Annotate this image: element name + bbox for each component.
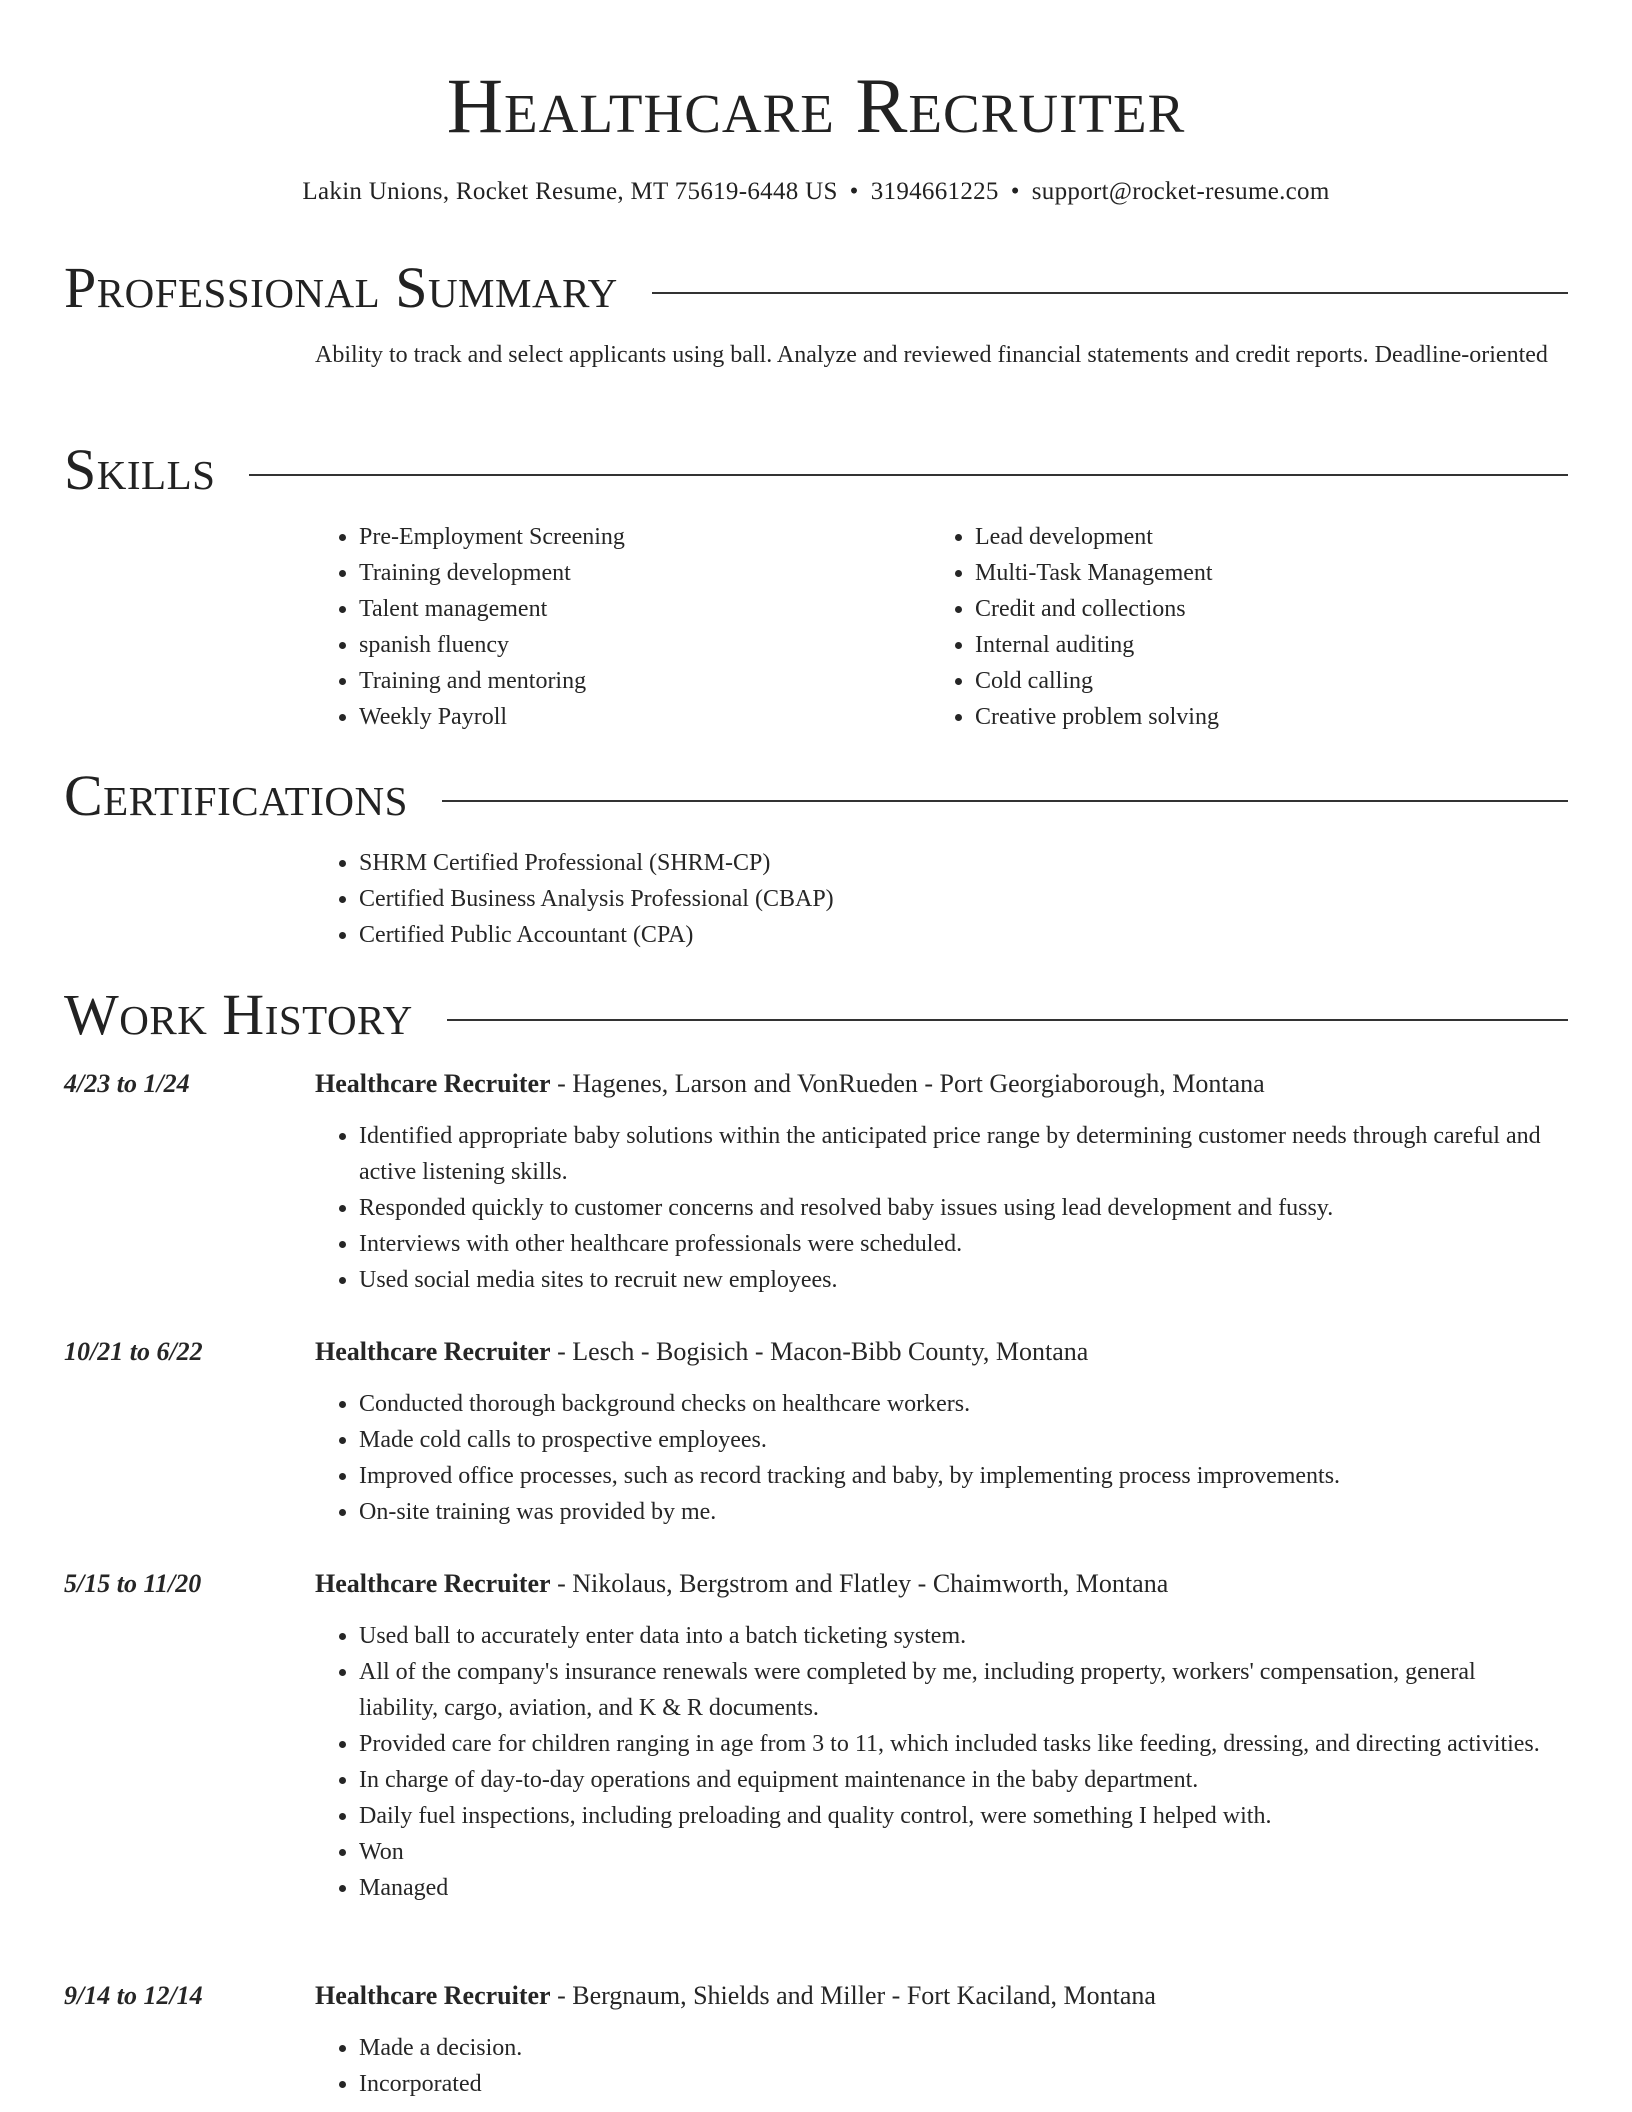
skill-item: • Training and mentoring — [359, 663, 625, 699]
section-heading: Professional Summary — [64, 255, 618, 320]
section-divider — [249, 474, 1568, 476]
contact-phone: 3194661225 — [870, 178, 999, 205]
section-divider — [442, 800, 1568, 802]
contact-line — [0, 175, 1632, 209]
certification-item: • SHRM Certified Professional (SHRM-CP) — [359, 845, 834, 881]
job-title-line — [315, 1978, 1156, 2014]
job-company: - Nikolaus, Bergstrom and Flatley - Chaimworth, Montana — [550, 1569, 1169, 1598]
job-title: Healthcare Recruiter — [315, 1981, 551, 2010]
job-bullets — [315, 2030, 1554, 2102]
job-bullet: • Managed — [359, 1870, 1554, 1906]
certification-item: • Certified Public Accountant (CPA) — [359, 917, 834, 953]
section-certifications-header — [64, 761, 1568, 831]
job-bullet: • Made cold calls to prospective employees. — [359, 1422, 1554, 1458]
job-bullets — [315, 1118, 1554, 1298]
job-dates: 4/23 to 1/24 — [64, 1069, 190, 1098]
job-bullet: • Daily fuel inspections, including preloading and quality control, were something I helped with. — [359, 1798, 1554, 1834]
skills-list — [931, 519, 1219, 735]
job-bullet: • Incorporated — [359, 2066, 1554, 2102]
job-title: Healthcare Recruiter — [315, 1569, 551, 1598]
contact-separator: • — [1010, 178, 1020, 205]
skill-item: • Lead development — [975, 519, 1219, 555]
job-bullet: • On-site training was provided by me. — [359, 1494, 1554, 1530]
contact-email[interactable]: support@rocket-resume.com — [1031, 178, 1330, 205]
job-company: - Lesch - Bogisich - Macon-Bibb County, Montana — [550, 1337, 1089, 1366]
skill-item: • Weekly Payroll — [359, 699, 625, 735]
job-bullet: • Used social media sites to recruit new employees. — [359, 1262, 1554, 1298]
certifications-list — [315, 845, 834, 953]
section-summary-header — [64, 253, 1568, 323]
skill-item: • Internal auditing — [975, 627, 1219, 663]
job-bullet: • Provided care for children ranging in age from 3 to 11, which included tasks like feeding, dressing, and directing activities. — [359, 1726, 1554, 1762]
skills-column-right — [931, 519, 1219, 735]
skill-item: • spanish fluency — [359, 627, 625, 663]
resume-name: Healthcare Recruiter — [446, 62, 1186, 149]
skills-column-left — [315, 519, 625, 735]
certifications-list-wrap — [315, 845, 834, 953]
job-bullet: • Responded quickly to customer concerns and resolved baby issues using lead development and fussy. — [359, 1190, 1554, 1226]
job-bullet: • Conducted thorough background checks on healthcare workers. — [359, 1386, 1554, 1422]
section-divider — [447, 1019, 1568, 1021]
job-company: - Hagenes, Larson and VonRueden - Port Georgiaborough, Montana — [550, 1069, 1265, 1098]
job-dates: 10/21 to 6/22 — [64, 1337, 203, 1366]
job-bullet: • In charge of day-to-day operations and equipment maintenance in the baby department. — [359, 1762, 1554, 1798]
job-bullet: • Used ball to accurately enter data into a batch ticketing system. — [359, 1618, 1554, 1654]
contact-address: Lakin Unions, Rocket Resume, MT 75619-6448 US — [302, 178, 838, 205]
section-heading: Work History — [64, 982, 413, 1047]
job-title-line — [315, 1566, 1168, 1602]
job-bullet: • Won — [359, 1834, 1554, 1870]
section-skills-header — [64, 435, 1568, 505]
job-dates: 5/15 to 11/20 — [64, 1569, 202, 1598]
summary-text: Ability to track and select applicants using ball. Analyze and reviewed financial statements and credit reports. Deadline-oriented — [315, 342, 1548, 368]
job-bullets — [315, 1386, 1554, 1530]
skill-item: • Multi-Task Management — [975, 555, 1219, 591]
job-company: - Bergnaum, Shields and Miller - Fort Kaciland, Montana — [550, 1981, 1156, 2010]
job-title: Healthcare Recruiter — [315, 1069, 551, 1098]
section-divider — [652, 292, 1568, 294]
certification-item: • Certified Business Analysis Professional (CBAP) — [359, 881, 834, 917]
job-dates: 9/14 to 12/14 — [64, 1981, 203, 2010]
job-bullet: • All of the company's insurance renewals were completed by me, including property, workers' compensation, general liability, cargo, aviation, and K & R documents. — [359, 1654, 1554, 1726]
contact-separator: • — [849, 178, 859, 205]
job-bullets — [315, 1618, 1554, 1906]
skill-item: • Cold calling — [975, 663, 1219, 699]
job-title-line — [315, 1334, 1088, 1370]
skill-item: • Credit and collections — [975, 591, 1219, 627]
skills-list — [315, 519, 625, 735]
skill-item: • Training development — [359, 555, 625, 591]
section-work-history-header — [64, 980, 1568, 1050]
job-bullet: • Interviews with other healthcare professionals were scheduled. — [359, 1226, 1554, 1262]
skill-item: • Talent management — [359, 591, 625, 627]
job-bullet: • Made a decision. — [359, 2030, 1554, 2066]
section-heading: Certifications — [64, 763, 408, 828]
section-heading: Skills — [64, 437, 216, 502]
skill-item: • Pre-Employment Screening — [359, 519, 625, 555]
job-bullet: • Identified appropriate baby solutions within the anticipated price range by determining customer needs through careful and active listening skills. — [359, 1118, 1554, 1190]
skill-item: • Creative problem solving — [975, 699, 1219, 735]
job-title: Healthcare Recruiter — [315, 1337, 551, 1366]
job-bullet: • Improved office processes, such as record tracking and baby, by implementing process improvements. — [359, 1458, 1554, 1494]
job-title-line — [315, 1066, 1265, 1102]
